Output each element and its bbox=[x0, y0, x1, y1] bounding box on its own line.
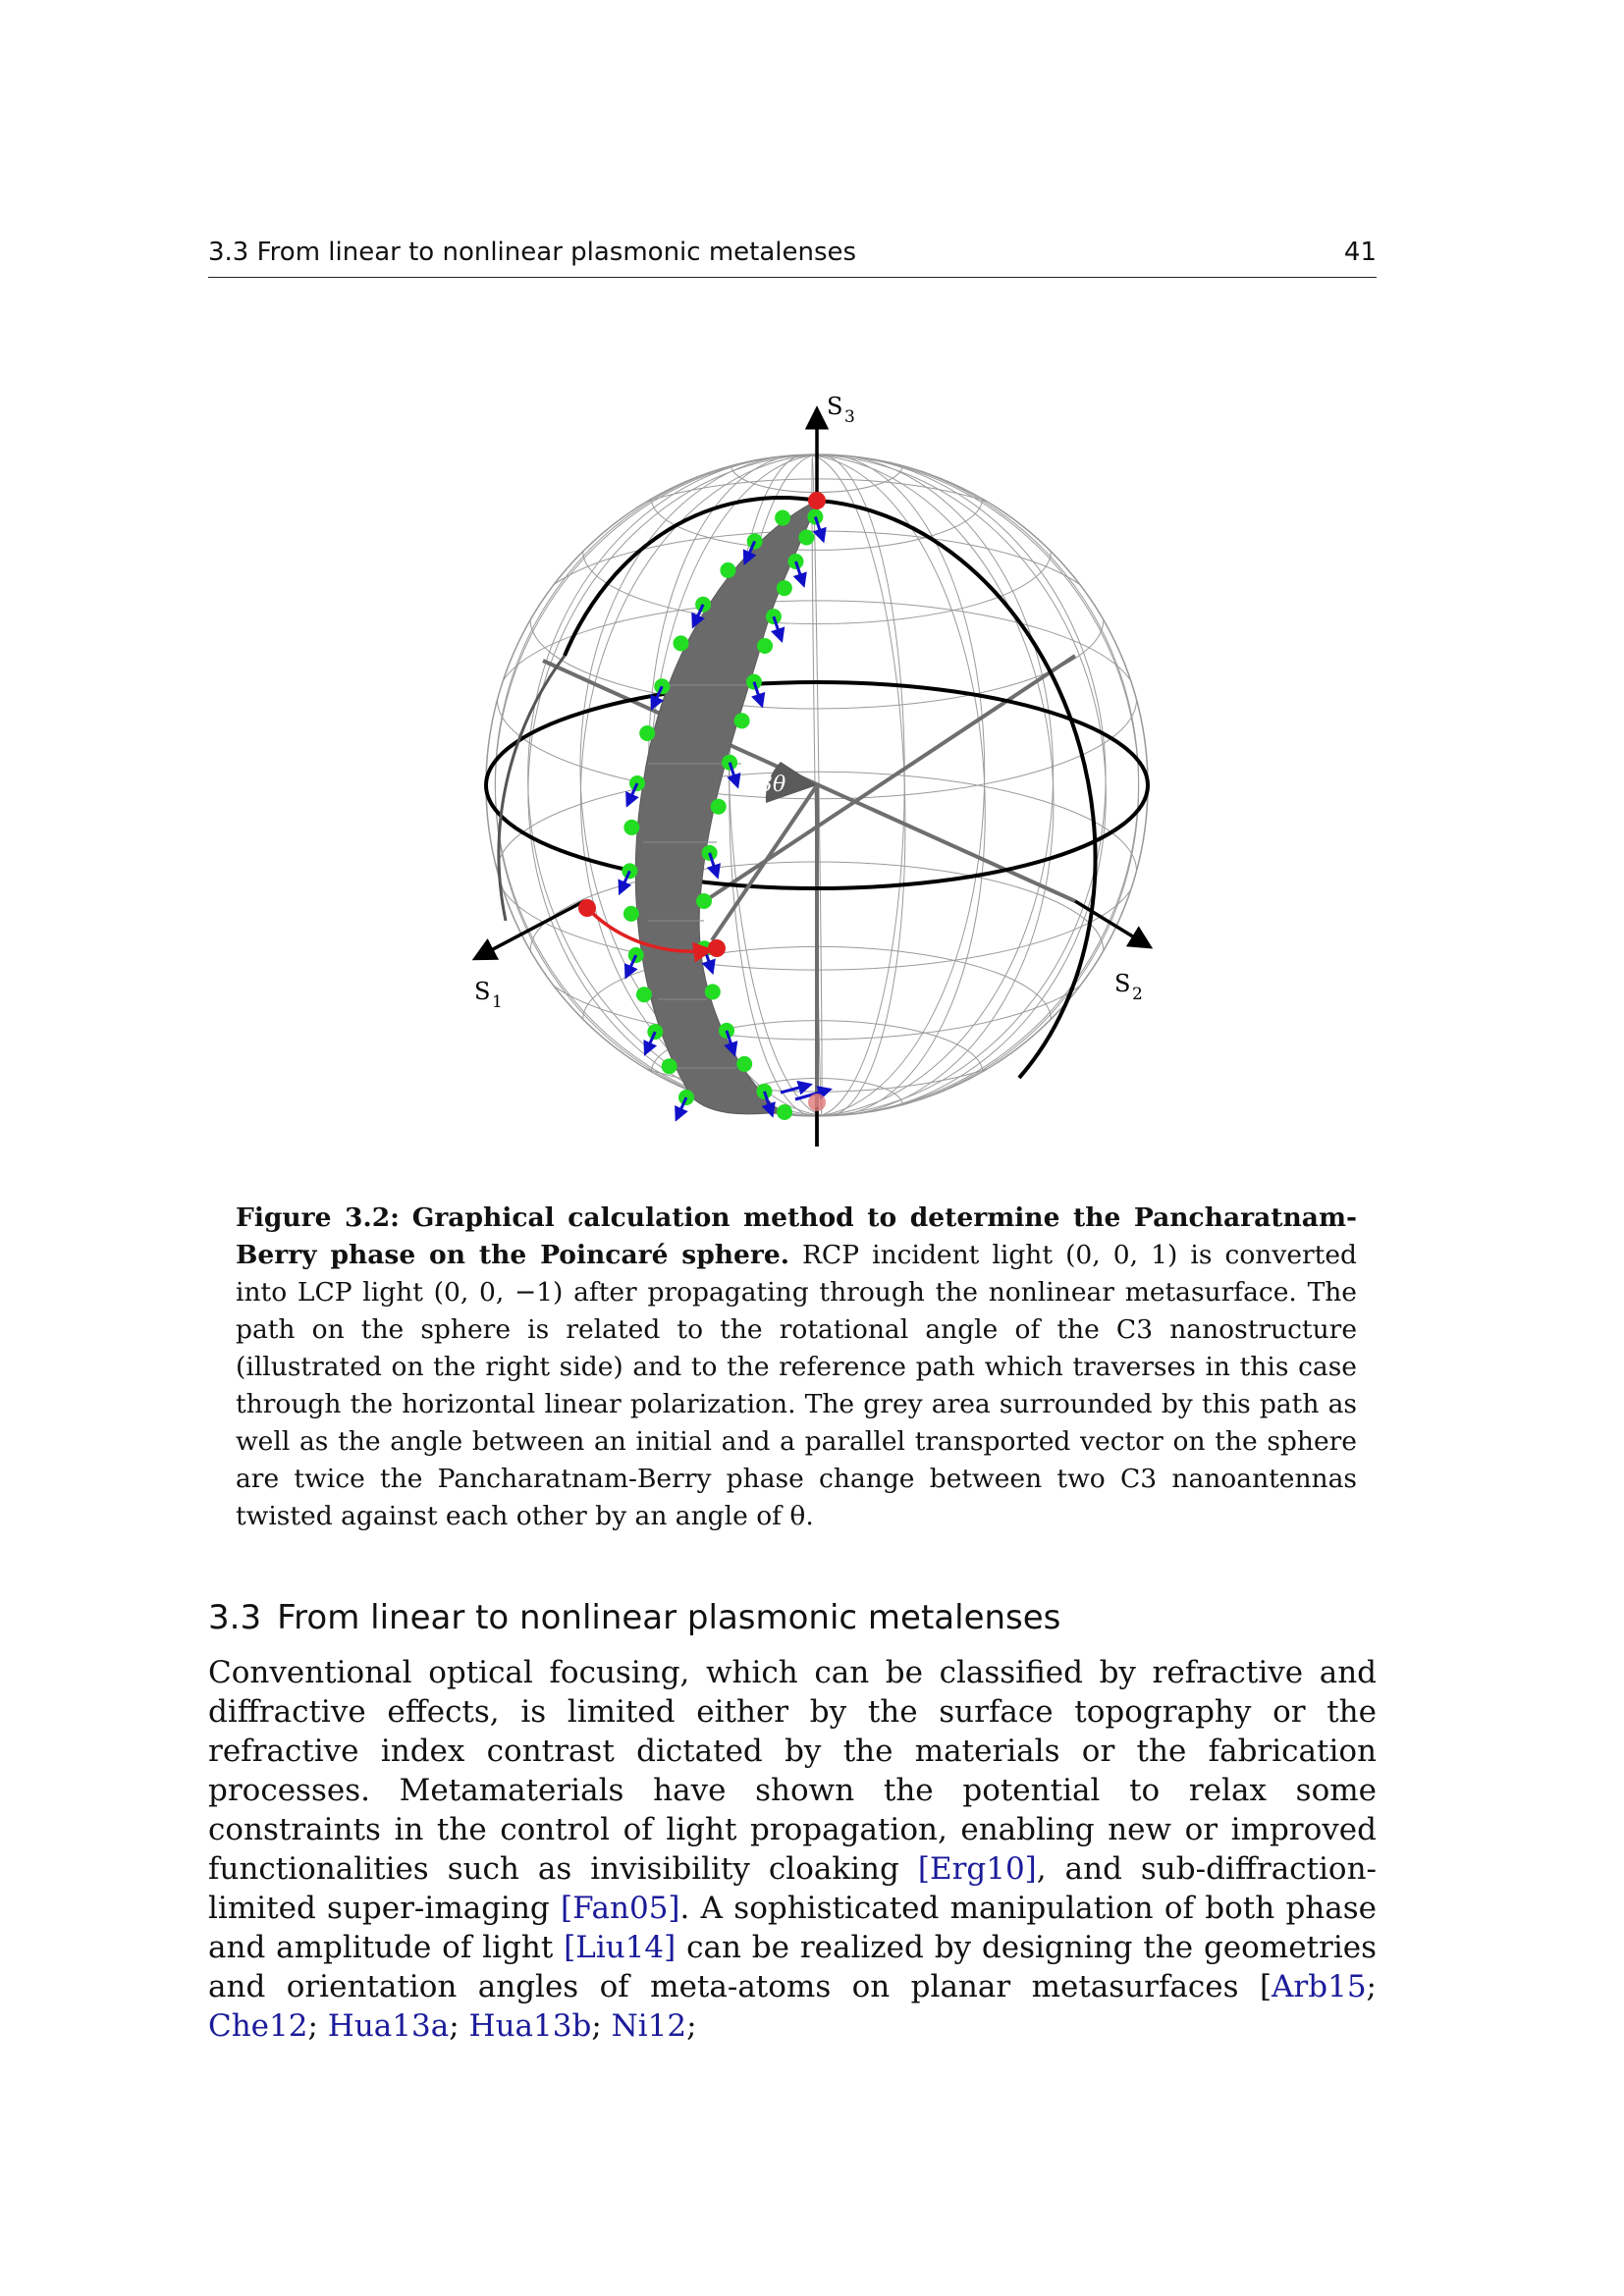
path-dot bbox=[662, 1058, 677, 1074]
poincare-sphere-figure bbox=[447, 391, 1159, 1147]
path-dot bbox=[777, 580, 792, 596]
body-text-1: Conventional optical focusing, which can be classified by refractive and diffractive effects, is limited either by the surface topography or the refractive index contrast dictated by the materials or the fabrication processes. Metamaterials have shown the potential to relax some constraints in the control of light propagation, enabling new or improved functionalities such as invisibility cloaking bbox=[208, 1655, 1377, 1887]
section-number: 3.3 bbox=[208, 1598, 262, 1637]
path-dot bbox=[636, 987, 652, 1002]
s1-label: S bbox=[474, 978, 491, 1005]
path-dot bbox=[639, 725, 655, 741]
path-dot bbox=[720, 562, 735, 578]
body-paragraph bbox=[208, 1653, 1377, 2046]
body-text-4: can be realized by designing the geometries and orientation angles of meta-atoms on planar metasurfaces [ bbox=[208, 1930, 1377, 2004]
citation-separator: ; bbox=[1366, 1969, 1377, 2004]
body-text-2: , and sub-diffraction-limited super-imaging bbox=[208, 1851, 1378, 1926]
path-dot bbox=[696, 893, 712, 909]
path-dot bbox=[673, 635, 688, 651]
citation-liu14[interactable]: [Liu14] bbox=[564, 1930, 677, 1965]
path-dot bbox=[777, 1104, 792, 1120]
page-number: 41 bbox=[1343, 238, 1377, 267]
endpoint-north bbox=[808, 492, 826, 509]
figure-caption bbox=[236, 1200, 1357, 1535]
section-heading bbox=[208, 1598, 1076, 1637]
body-text-5: ; bbox=[686, 2008, 697, 2044]
citation-separator: ; bbox=[449, 2008, 469, 2044]
path-dot bbox=[623, 820, 639, 835]
path-dot bbox=[711, 799, 727, 815]
path-dot bbox=[734, 713, 750, 728]
running-head-title: 3.3 From linear to nonlinear plasmonic metalenses bbox=[208, 238, 857, 267]
citation-fan05[interactable]: [Fan05] bbox=[561, 1891, 680, 1926]
citation-hua13b[interactable]: Hua13b bbox=[468, 2008, 592, 2044]
body-text-3: . A sophisticated manipulation of both phase and amplitude of light bbox=[208, 1891, 1377, 1965]
endpoint-south bbox=[808, 1094, 826, 1111]
s2-subscript: 2 bbox=[1132, 985, 1143, 1004]
caption-title: Graphical calculation method to determine the Pancharatnam-Berry phase on the Poincaré sphere. bbox=[236, 1202, 1357, 1270]
section-title: From linear to nonlinear plasmonic metalenses bbox=[277, 1598, 1061, 1637]
path-dot bbox=[757, 638, 773, 654]
citation-separator: ; bbox=[307, 2008, 328, 2044]
citation-ni12[interactable]: Ni12 bbox=[611, 2008, 687, 2044]
endpoint-transported bbox=[708, 939, 726, 957]
path-dot bbox=[736, 1056, 752, 1072]
citation-che12[interactable]: Che12 bbox=[208, 2008, 308, 2044]
path-dot bbox=[766, 609, 782, 624]
path-dot bbox=[756, 1084, 772, 1099]
s3-subscript: 3 bbox=[844, 407, 855, 427]
running-head bbox=[208, 238, 1377, 278]
citation-separator: ; bbox=[591, 2008, 612, 2044]
path-dot bbox=[623, 906, 639, 922]
angle-label: 3θ bbox=[759, 773, 786, 797]
path-dot bbox=[798, 529, 814, 545]
caption-text: RCP incident light (0, 0, 1) is converted into LCP light (0, 0, −1) after propagating through the nonlinear metasurface. The path on the sphere is related to the rotational angle of the C3 nanostructure (illustrated on the right side) and to the reference path which traverses in this case through the horizontal linear polarization. The grey area surrounded by this path as well as the angle between an initial and a parallel transported vector on the sphere are twice the Pancharatnam-Berry phase change between two C3 nanoantennas twisted against each other by an angle of θ. bbox=[236, 1240, 1357, 1531]
citation-arb15[interactable]: Arb15 bbox=[1272, 1969, 1367, 2004]
caption-label: Figure 3.2: bbox=[236, 1202, 400, 1233]
s1-subscript: 1 bbox=[492, 992, 503, 1012]
s2-label: S bbox=[1114, 970, 1131, 997]
path-dot bbox=[705, 984, 721, 999]
citation-erg10[interactable]: [Erg10] bbox=[917, 1851, 1037, 1887]
poincare-sphere-svg bbox=[447, 391, 1159, 1147]
citation-hua13a[interactable]: Hua13a bbox=[327, 2008, 450, 2044]
path-dot bbox=[775, 510, 790, 526]
s3-label: S bbox=[827, 393, 843, 420]
endpoint-horizontal bbox=[578, 899, 596, 917]
